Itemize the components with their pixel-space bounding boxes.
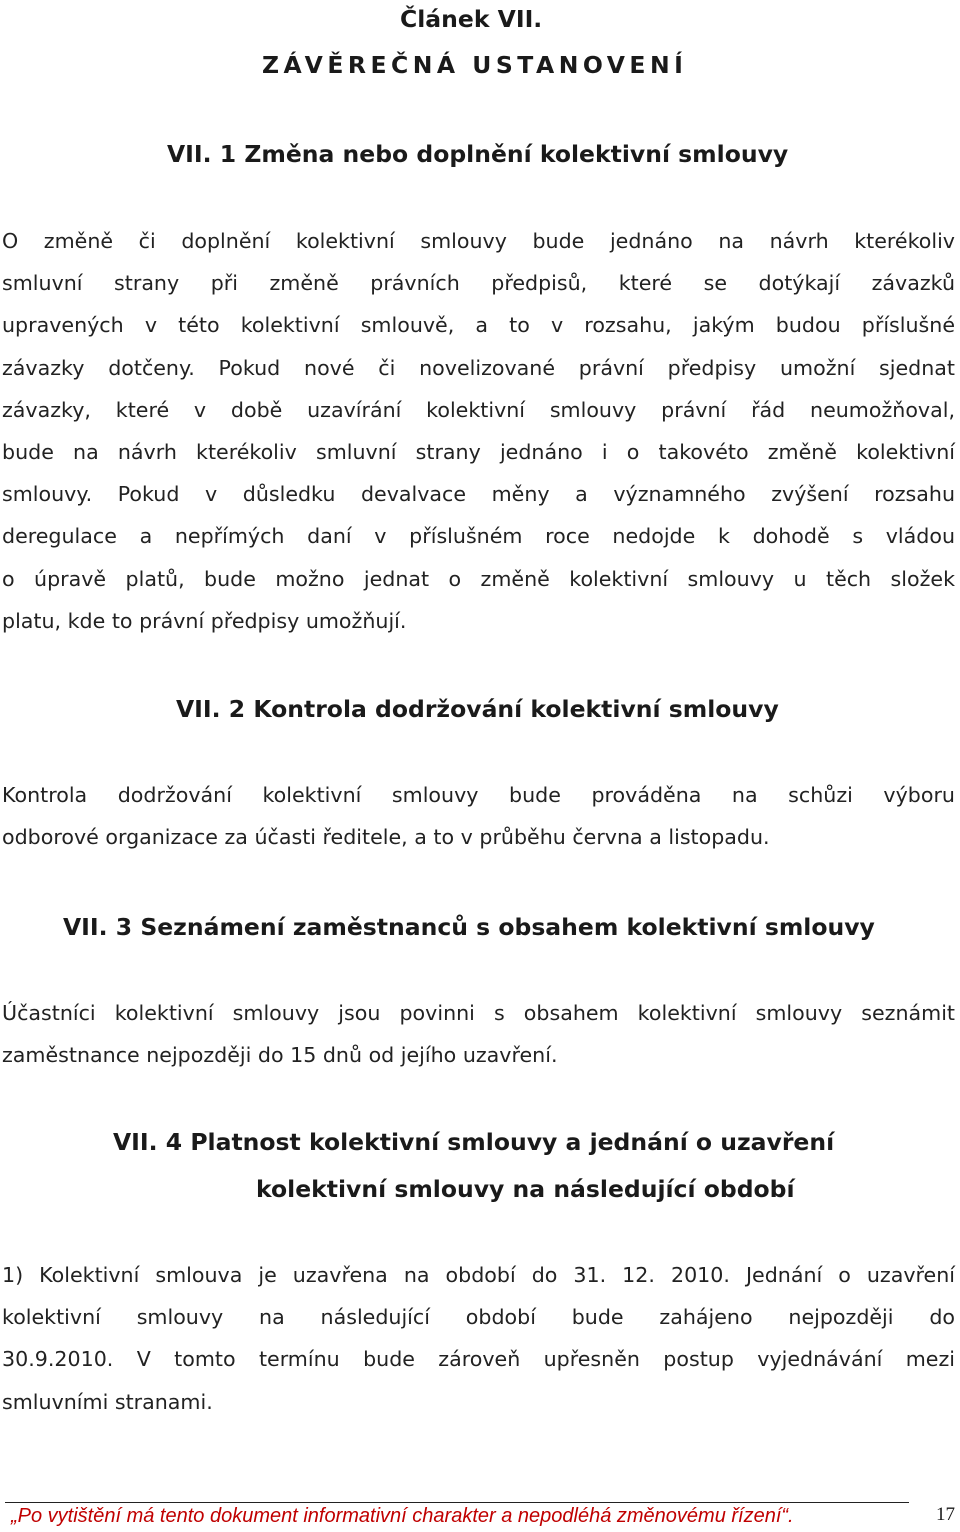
text-line: Kontrola dodržování kolektivní smlouvy bude prováděna na schůzi výboru bbox=[2, 783, 955, 807]
footer-divider bbox=[5, 1502, 909, 1503]
article-subtitle: ZÁVĚREČNÁ USTANOVENÍ bbox=[262, 51, 688, 79]
text-line: smluvními stranami. bbox=[2, 1389, 213, 1414]
article-title: Článek VII. bbox=[400, 5, 543, 33]
section-heading-1: VII. 1 Změna nebo doplnění kolektivní smlouvy bbox=[167, 140, 789, 168]
text-line: kolektivní smlouvy na následující období bude zahájeno nejpozději do bbox=[2, 1305, 955, 1330]
text-line: smluvní strany při změně právních předpisů, které se dotýkají závazků bbox=[2, 271, 955, 296]
text-line: deregulace a nepřímých daní v příslušném roce nedojde k dohodě s vládou bbox=[2, 524, 955, 549]
text-line: O změně či doplnění kolektivní smlouvy bude jednáno na návrh kterékoliv bbox=[2, 229, 955, 253]
text-line: odborové organizace za účasti ředitele, a to v průběhu června a listopadu. bbox=[2, 825, 770, 850]
page-footer bbox=[5, 1502, 957, 1532]
section-heading-4-continued: kolektivní smlouvy na následující období bbox=[256, 1175, 795, 1203]
section-body-1 bbox=[2, 220, 955, 642]
text-line: smlouvy. Pokud v důsledku devalvace měny a významného zvýšení rozsahu bbox=[2, 482, 955, 507]
text-line: 30.9.2010. V tomto termínu bude zároveň upřesněn postup vyjednávání mezi bbox=[2, 1347, 955, 1372]
section-body-3 bbox=[2, 992, 955, 1076]
text-line: závazky, které v době uzavírání kolektivní smlouvy právní řád neumožňoval, bbox=[2, 397, 955, 422]
text-line: závazky dotčeny. Pokud nové či novelizované právní předpisy umožní sjednat bbox=[2, 355, 955, 380]
text-line: Účastníci kolektivní smlouvy jsou povinni s obsahem kolektivní smlouvy seznámit bbox=[2, 1001, 955, 1025]
section-body-4 bbox=[2, 1254, 955, 1423]
text-line: zaměstnance nejpozději do 15 dnů od jejího uzavření. bbox=[2, 1043, 558, 1068]
section-heading-3: VII. 3 Seznámení zaměstnanců s obsahem kolektivní smlouvy bbox=[63, 913, 875, 941]
text-line: platu, kde to právní předpisy umožňují. bbox=[2, 608, 407, 633]
text-line: upravených v této kolektivní smlouvě, a to v rozsahu, jakým budou příslušné bbox=[2, 313, 955, 338]
text-line: 1) Kolektivní smlouva je uzavřena na období do 31. 12. 2010. Jednání o uzavření bbox=[2, 1263, 955, 1287]
footer-note: „Po vytištění má tento dokument informativní charakter a nepodléhá změnovému řízení“. bbox=[11, 1505, 794, 1527]
page-number: 17 bbox=[936, 1504, 955, 1525]
text-line: o úpravě platů, bude možno jednat o změně kolektivní smlouvy u těch složek bbox=[2, 566, 955, 591]
section-heading-2: VII. 2 Kontrola dodržování kolektivní smlouvy bbox=[176, 695, 779, 723]
text-line: bude na návrh kterékoliv smluvní strany jednáno i o takovéto změně kolektivní bbox=[2, 440, 955, 465]
section-heading-4: VII. 4 Platnost kolektivní smlouvy a jednání o uzavření bbox=[113, 1128, 835, 1156]
section-body-2 bbox=[2, 774, 955, 858]
